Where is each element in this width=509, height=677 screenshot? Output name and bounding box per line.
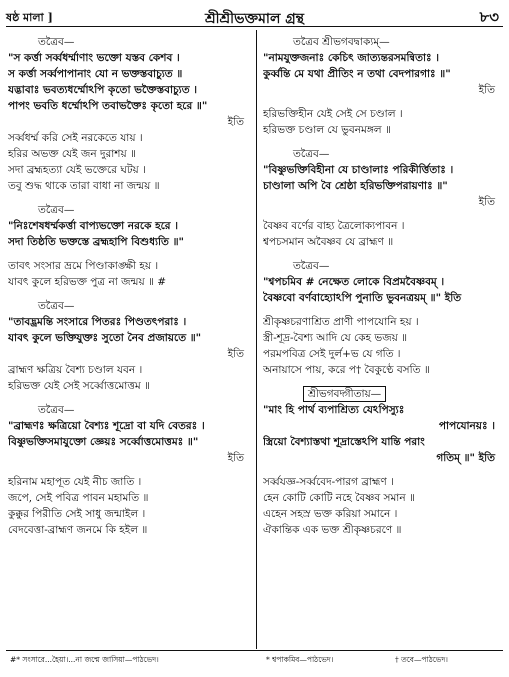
text-line: পাপযোনয়ঃ ।	[438, 420, 495, 432]
footnote-right-2: † তবে—পাঠভেদ।	[395, 655, 448, 664]
text-line: তত্রৈব—	[293, 260, 330, 272]
text-line: "শ্বপচমিব # নেক্ষেত লোকে বিপ্রমবৈষ্ণবম্ ।	[263, 276, 445, 288]
spacer	[8, 194, 250, 202]
text-line: বিষ্ণুভক্তিসমাযুক্তো জ্ঞেয়ঃ সর্ব্বোত্তমোত্তমঃ ॥"	[8, 436, 199, 448]
footer-rule	[6, 650, 503, 651]
text-line: যদ্ভাবাঃ ভবত্যধর্ম্মোঽপি কৃতো ভক্তৈস্তবাচ্যুত ।	[8, 84, 198, 96]
spacer	[263, 466, 501, 474]
text-line: "তাবদ্ভ্রমন্তি সংসারে পিতরঃ পিণ্ডতৎপরাঃ ।	[8, 316, 187, 328]
text-line: তত্রৈব—	[38, 300, 75, 312]
book-title: শ্রীশ্রীভক্তমাল গ্রন্থ	[204, 11, 305, 27]
text-line: তবু শুদ্ধ থাকে তারা বাধা না জন্ময় ॥	[8, 180, 160, 192]
text-line: "স কর্ত্তা সর্ব্বধর্ম্মাণাং ভক্তো যস্তব কেশব ।	[8, 52, 180, 64]
text-line: তাবৎ সংসার ভ্রমে পিণ্ডাকাঙ্ক্ষী হয় ।	[8, 260, 159, 272]
text-line: সদা তিষ্ঠতি ভক্তস্তে ব্রহ্মহাপি বিশুধ্যতি ॥"	[8, 236, 184, 248]
text-line: হরিভক্ত যেই সেই সর্ব্বোত্তমোত্তম ॥	[8, 380, 150, 392]
header-rule	[6, 26, 503, 27]
text-line: তত্রৈব শ্রীভগবদ্বাক্যম্—	[293, 36, 390, 48]
text-line: তত্রৈব—	[38, 36, 75, 48]
spacer	[263, 210, 501, 218]
spacer	[263, 98, 501, 106]
text-line: স্ত্রী-শূদ্র-বৈশ্য আদি যে কেহ ভজয় ॥	[263, 332, 408, 344]
page-header	[6, 6, 503, 28]
text-line: শ্রীকৃষ্ণচরণাশ্রিত প্রাণী পাপযোনি হয় ।	[263, 316, 419, 328]
spacer	[8, 466, 250, 474]
text-line: কুর্ব্বন্তি মে যথা প্রীতিং ন তথা বেদপারগাঃ ॥"	[263, 68, 451, 80]
text-line: "নামযুক্তজনাঃ কেচিৎ জাত্যন্তরসমন্বিতাঃ ।	[263, 52, 440, 64]
text-line: বৈষ্ণবো বর্ণবাহ্যোঽপি পুনাতি ভুবনত্রয়ম্ ॥" ইতি	[263, 292, 462, 304]
spacer	[8, 290, 250, 298]
text-line: ইতি	[227, 116, 244, 128]
footnote-right-1: * শ্বপাকমিব—পাঠভেদ।	[266, 655, 334, 664]
text-line: "বিষ্ণুভক্তিবিহীনা যে চাণ্ডালাঃ পরিকীর্ত্তিতাঃ ।	[263, 164, 454, 176]
text-line: ইতি	[478, 196, 495, 208]
text-line: তত্রৈব—	[38, 404, 75, 416]
spacer	[263, 378, 501, 386]
text-line: পাপং ভবতি ধর্ম্মোঽপি তবাভক্তৈঃ কৃতো হরে ॥"	[8, 100, 208, 112]
footnote-left: #* সংসারে...হৈয়া।...না জন্মে জাসিয়া—পাঠভেদ।	[10, 655, 159, 664]
text-line: পরমপবিত্র সেই দুর্ল+ভ যে গতি ।	[263, 348, 401, 360]
text-line: সর্ব্বযজ্ঞ-সর্ব্ববেদ-পারগ ব্রাহ্মণ ।	[263, 476, 394, 488]
text-line: তত্রৈব—	[38, 204, 75, 216]
text-line: ইতি	[478, 84, 495, 96]
left-column	[8, 34, 250, 647]
page-number: ৮৩	[479, 8, 499, 26]
text-line: ইতি	[227, 348, 244, 360]
text-line: এহেন সহস্র ভক্ত করিয়া সমানে ।	[263, 508, 398, 520]
text-line: অনায়াসে পায়, করে প† বৈকুণ্ঠে বসতি ॥	[263, 364, 430, 376]
text-line: যাবৎ কুলে হরিভক্ত পুত্র না জন্ময় ॥ #	[8, 276, 167, 288]
text-line: সর্ব্বধর্ম্ম করি সেই নরকেতে যায় ।	[8, 132, 143, 144]
text-line: "ব্রাহ্মণঃ ক্ষত্রিয়ো বৈশ্যঃ শূদ্রো বা যদি বেতরঃ ।	[8, 420, 205, 432]
spacer	[263, 306, 501, 314]
text-line: ব্রাহ্মণ ক্ষত্রিয় বৈশ্য চণ্ডাল যবন ।	[8, 364, 143, 376]
text-line: তত্রৈব—	[293, 148, 330, 160]
text-line: গতিম্ ॥" ইতি	[436, 452, 495, 464]
text-line: শ্বপচসমান অবৈষ্ণব যে ব্রাহ্মণ ॥	[263, 236, 394, 248]
text-line: "নিঃশেষধর্ম্মকর্ত্তা বাপ্যভক্তো নরকে হরে ।	[8, 220, 178, 232]
spacer	[8, 394, 250, 402]
spacer	[263, 138, 501, 146]
text-line: চাণ্ডালা অপি বৈ শ্রেষ্ঠা হরিভক্তিপরায়ণাঃ ॥"	[263, 180, 448, 192]
column-divider	[256, 30, 257, 649]
text-line: হরির অভক্ত যেই জন দুরাশয় ॥	[8, 148, 136, 160]
text-line: হেন কোটি কোটি নহে বৈষ্ণব সমান ॥	[263, 492, 415, 504]
chapter-label: ষষ্ঠ মালা ]	[6, 11, 53, 24]
text-line: যাবৎ কুলে ভক্তিযুক্তঃ সুতো নৈব প্রজায়তে ॥"	[8, 332, 202, 344]
text-line: কুক্কুর পিরীতি সেই সাধু জন্মাইল ।	[8, 508, 146, 520]
text-line: হরিভক্ত চণ্ডাল যে ভুবনমঙ্গল ॥	[263, 124, 391, 136]
text-line: স্ত্রিয়ো বৈশ্যাস্তথা শূদ্রাস্তেঽপি যান্তি পরাং	[263, 436, 425, 448]
text-line: ইতি	[227, 452, 244, 464]
text-line: জপে, সেই পবিত্র পাবন মহামতি ॥	[8, 492, 149, 504]
text-line: বেদবেত্তা-ব্রাহ্মণ জনমে কি হইল ॥	[8, 524, 148, 536]
spacer	[263, 250, 501, 258]
spacer	[8, 250, 250, 258]
text-line: ঐকান্তিক এক ভক্ত শ্রীকৃষ্ণচরণে ॥	[263, 524, 402, 536]
text-line: হরিনাম মহাপূত যেই নীচ জাতি ।	[8, 476, 142, 488]
text-line: হরিভক্তিহীন যেই সেই সে চণ্ডাল ।	[263, 108, 403, 120]
section-label: শ্রীভগবদ্গীতায়—	[303, 386, 386, 402]
text-line: স কর্ত্তা সর্ব্বপাপানাং যো ন ভক্তস্তবাচ্যুত ॥	[8, 68, 183, 80]
text-line: বৈষ্ণব বর্ণের বাহ্য ত্রৈলোক্যপাবন ।	[263, 220, 405, 232]
text-line: "মাং হি পার্থ ব্যপাশ্রিত্য যেঽপিস্যুঃ	[263, 404, 405, 416]
text-line: সদা ব্রহ্মহত্যা যেই ভক্তেরে ঘটয় ।	[8, 164, 146, 176]
right-column	[263, 34, 501, 647]
text-line	[263, 386, 501, 402]
